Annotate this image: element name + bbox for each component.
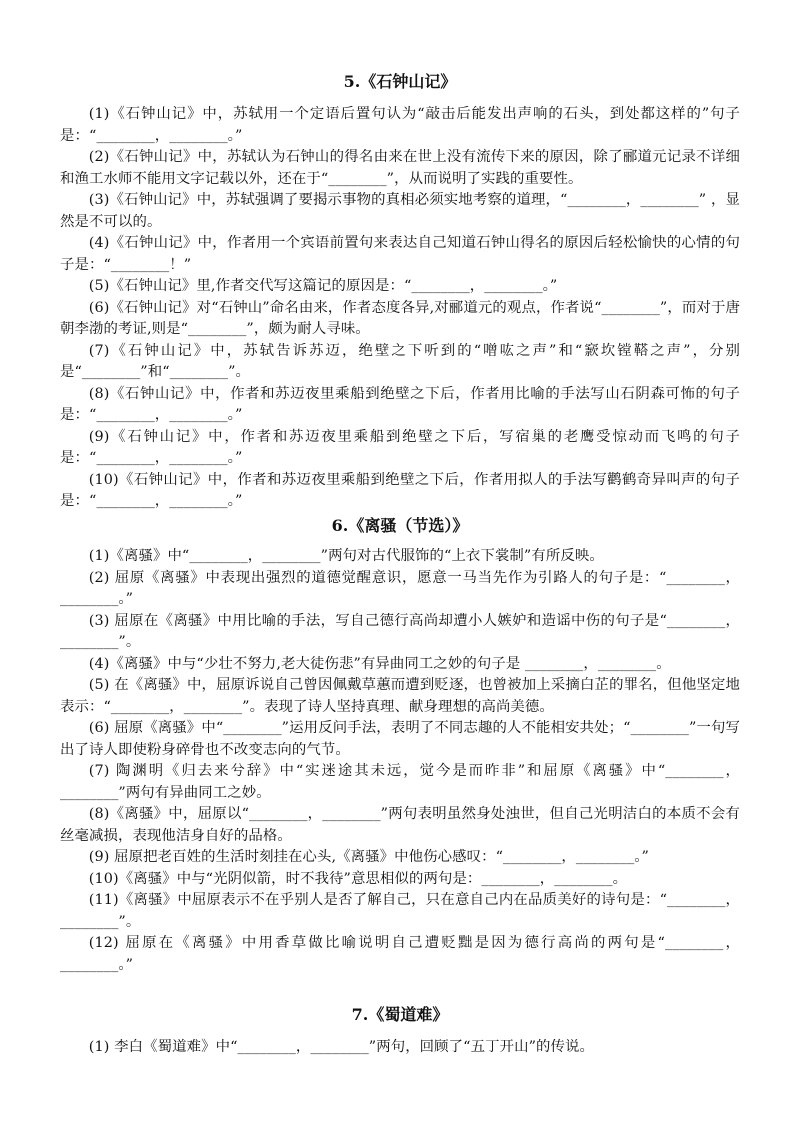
question-item: (8)《石钟山记》中，作者和苏迈夜里乘船到绝壁之下后，作者用比喻的手法写山石阴森可怖的句子是：“________，________。” bbox=[60, 385, 740, 423]
question-item: (4)《石钟山记》中，作者用一个宾语前置句来表达自己知道石钟山得名的原因后轻松愉快的心情的句子是：“________！” bbox=[60, 235, 740, 273]
question-item: (2)《石钟山记》中，苏轼认为石钟山的得名由来在世上没有流传下来的原因，除了郦道元记录不详细和渔工水师不能用文字记载以外，还在于“________”，从而说明了实践的重要性。 bbox=[60, 149, 740, 187]
question-item: (3)《石钟山记》中，苏轼强调了要揭示事物的真相必须实地考察的道理，“________，________” ，显然是不可以的。 bbox=[60, 192, 740, 230]
question-item: (6) 屈原《离骚》中“________”运用反问手法，表明了不同志趣的人不能相安共处；“________”一句写出了诗人即使粉身碎骨也不改变志向的气节。 bbox=[60, 720, 740, 758]
section-shudaonan bbox=[60, 1005, 740, 1059]
section-title: 6.《离骚（节选）》 bbox=[331, 516, 469, 535]
question-item: (1)《石钟山记》中，苏轼用一个定语后置句认为“敲击后能发出声响的石头，到处都这样的”句子是：“________，________。” bbox=[60, 106, 740, 144]
question-item: (1) 李白《蜀道难》中“________，________”两句，回顾了“五丁开山”的传说。 bbox=[88, 1039, 594, 1055]
question-item: (3) 屈原在《离骚》中用比喻的手法，写自己德行高尚却遭小人嫉妒和造谣中伤的句子是“________，________”。 bbox=[60, 612, 740, 650]
question-item: (10)《离骚》中与“光阴似箭，时不我待”意思相似的两句是：________，________。 bbox=[88, 870, 628, 887]
section-shizhongshan bbox=[60, 72, 740, 513]
question-item: (9) 屈原把老百姓的生活时刻挂在心头,《离骚》中他伤心感叹：“________，________。” bbox=[88, 849, 650, 865]
question-item: (6)《石钟山记》对“石钟山”命名由来，作者态度各异,对郦道元的观点，作者说“________”，而对于唐朝李渤的考证,则是“________”，颇为耐人寻味。 bbox=[60, 299, 740, 337]
question-item: (2) 屈原《离骚》中表现出强烈的道德觉醒意识，愿意一马当先作为引路人的句子是：“________，________。” bbox=[60, 569, 740, 607]
question-item: (4)《离骚》中与“少壮不努力,老大徒伤悲”有异曲同工之妙的句子是 ________，________。 bbox=[88, 655, 671, 672]
section-title: 5.《石钟山记》 bbox=[343, 72, 457, 91]
question-item: (5) 在《离骚》中，屈原诉说自己曾因佩戴草蕙而遭到贬逐，也曾被加上采摘白芷的罪名，但他坚定地表示：“________，________”。表现了诗人坚持真理、献身理想的高尚美德。 bbox=[60, 677, 740, 715]
question-item: (12) 屈原在《离骚》中用香草做比喻说明自己遭贬黜是因为德行高尚的两句是“________，________。” bbox=[60, 935, 740, 973]
section-lisao bbox=[60, 516, 740, 976]
question-item: (10)《石钟山记》中，作者和苏迈夜里乘船到绝壁之下后，作者用拟人的手法写鹳鹤奇异叫声的句子是：“________，________。” bbox=[60, 471, 740, 509]
question-item: (7)《石钟山记》中，苏轼告诉苏迈，绝壁之下听到的“噌吰之声”和“窾坎镗鞳之声”，分别是“________”和“________”。 bbox=[60, 342, 740, 380]
section-title: 7.《蜀道难》 bbox=[351, 1005, 449, 1024]
question-item: (9)《石钟山记》中，作者和苏迈夜里乘船到绝壁之下后，写宿巢的老鹰受惊动而飞鸣的句子是：“________，________。” bbox=[60, 428, 740, 466]
question-item: (8)《离骚》中，屈原以“________，________”两句表明虽然身处浊世，但自己光明洁白的本质不会有丝毫减损，表现他洁身自好的品格。 bbox=[60, 806, 740, 844]
question-item: (5)《石钟山记》里,作者交代写这篇记的原因是：“________，________。” bbox=[88, 278, 558, 294]
question-item: (7) 陶渊明《归去来兮辞》中“实迷途其未远，觉今是而昨非”和屈原《离骚》中“________，________”两句有异曲同工之妙。 bbox=[60, 763, 740, 801]
question-item: (11)《离骚》中屈原表示不在乎别人是否了解自己，只在意自己内在品质美好的诗句是：“________，________”。 bbox=[60, 892, 740, 930]
question-item: (1)《离骚》中“________，________”两句对古代服饰的“上衣下裳制”有所反映。 bbox=[88, 548, 604, 564]
